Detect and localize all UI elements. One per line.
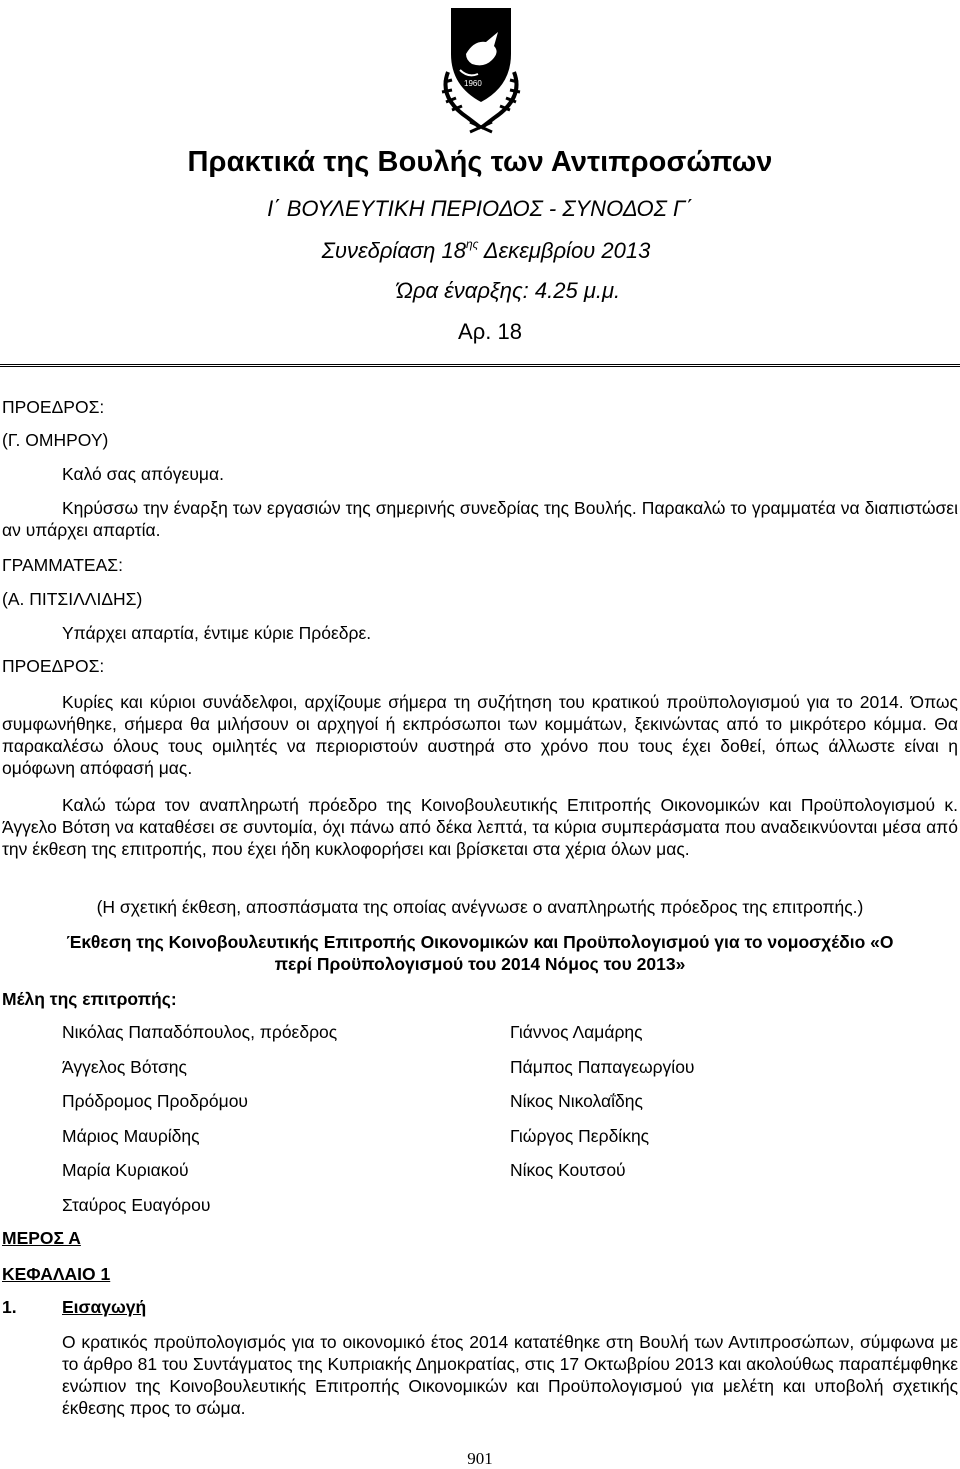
report-title: περί Προϋπολογισμού του 2014 Νόμος του 2013» [274, 954, 686, 974]
speaker-name: (Α. ΠΙΤΣΙΛΛΙΔΗΣ) [2, 589, 143, 609]
members-list-right [510, 1020, 940, 1193]
speaker-label: ΠΡΟΕΔΡΟΣ: [2, 397, 105, 417]
member-name: Πρόδρομος Προδρόμου [62, 1091, 249, 1111]
session-date: Συνεδρίαση $18^{\eta\varsigma}$ Δεκεμβρίου 2013 [321, 237, 651, 263]
speaker-label: ΠΡΟΕΔΡΟΣ: [2, 656, 105, 676]
chapter-heading: ΚΕΦΑΛΑΙΟ 1 [2, 1264, 111, 1284]
greeting-text: Καλό σας απόγευμα. [62, 464, 224, 484]
speech-paragraph: Κυρίες και κύριοι συνάδελφοι, αρχίζουμε σήμερα τη συζήτηση του κρατικού προϋπολογισμού για το 2014. Όπως συμφωνήθηκε, σήμερα θα μιλήσουν οι αρχηγοί ή εκπρόσωποι των κομμάτων, ξεκινώντας από το μικρότερο κόμμα. Θα παρακαλέσω όλους τους ομιλητές να περιοριστούν αυστηρά στο χρόνο που τους έχει δοθεί, όπως άλλωστε είναι η ομόφωνη απόφασή μας. [2, 692, 958, 778]
quorum-text: Υπάρχει απαρτία, έντιμε κύριε Πρόεδρε. [62, 623, 372, 643]
member-name: Μαρία Κυριακού [62, 1160, 189, 1180]
member-name: Γιώργος Περδίκης [510, 1125, 650, 1146]
section-number: 1. [2, 1297, 17, 1317]
part-heading: ΜΕΡΟΣ Α [2, 1228, 81, 1248]
start-time: Ώρα έναρξης: 4.25 μ.μ. [395, 278, 621, 303]
section-title: Εισαγωγή [62, 1297, 147, 1317]
member-name: Άγγελος Βότσης [62, 1056, 187, 1077]
parliamentary-period: Ι΄ ΒΟΥΛΕΥΤΙΚΗ ΠΕΡΙΟΔΟΣ - ΣΥΝΟΔΟΣ Γ΄ [267, 196, 693, 221]
member-name: Πάμπος Παπαγεωργίου [510, 1056, 695, 1077]
speaker-name: (Γ. ΟΜΗΡΟΥ) [2, 430, 109, 450]
member-name: Νίκος Νικολαΐδης [510, 1091, 643, 1111]
speech-paragraph: Καλώ τώρα τον αναπληρωτή πρόεδρο της Κοινοβουλευτικής Επιτροπής Οικονομικών και Προϋπολογισμού κ. Άγγελο Βότση να καταθέσει σε συντομία, όχι πάνω από δέκα λεπτά, τα κύρια συμπεράσματα που αναδεικνύονται μέσα από την έκθεση της επιτροπής, που έχει ήδη κυκλοφορήσει και βρίσκεται στα χέρια όλων μας. [2, 795, 958, 859]
speaker-label: ΓΡΑΜΜΑΤΕΑΣ: [2, 555, 123, 575]
coat-of-arms-icon [408, 2, 554, 134]
member-name: Νίκος Κουτσού [510, 1160, 626, 1180]
header-divider [0, 364, 960, 367]
member-name: Γιάννος Λαμάρης [510, 1022, 643, 1042]
emblem-year: 1960 [464, 79, 482, 88]
page-number: 901 [467, 1449, 493, 1468]
member-name: Μάριος Μαυρίδης [62, 1125, 200, 1146]
document-title: Πρακτικά της Βουλής των Αντιπροσώπων [187, 146, 773, 178]
report-note: (Η σχετική έκθεση, αποσπάσματα της οποίας ανέγνωσε ο αναπληρωτής πρόεδρος της επιτροπής.) [96, 897, 864, 917]
opening-paragraph: Κηρύσσω την έναρξη των εργασιών της σημερινής συνεδρίας της Βουλής. Παρακαλώ το γραμματέα να διαπιστώσει αν υπάρχει απαρτία. [2, 498, 958, 540]
report-title: Έκθεση της Κοινοβουλευτικής Επιτροπής Οικονομικών και Προϋπολογισμού για το νομοσχέδιο «Ο [66, 932, 894, 952]
session-number: Αρ. 18 [458, 319, 522, 344]
member-name: Σταύρος Ευαγόρου [62, 1194, 211, 1215]
member-name: Νικόλας Παπαδόπουλος, πρόεδρος [62, 1022, 338, 1042]
members-list-left [62, 1020, 482, 1227]
intro-paragraph: Ο κρατικός προϋπολογισμός για το οικονομικό έτος 2014 κατατέθηκε στη Βουλή των Αντιπροσώπων, σύμφωνα με το άρθρο 81 του Συντάγματος της Κυπριακής Δημοκρατίας, στις 17 Οκτωβρίου 2013 και ακολούθως παραπέμφθηκε ενώπιον της Κοινοβουλευτικής Επιτροπής Οικονομικών και Προϋπολογισμού για μελέτη και υποβολή σχετικής έκθεσης προς το σώμα. [62, 1332, 958, 1418]
members-heading: Μέλη της επιτροπής: [2, 989, 177, 1009]
